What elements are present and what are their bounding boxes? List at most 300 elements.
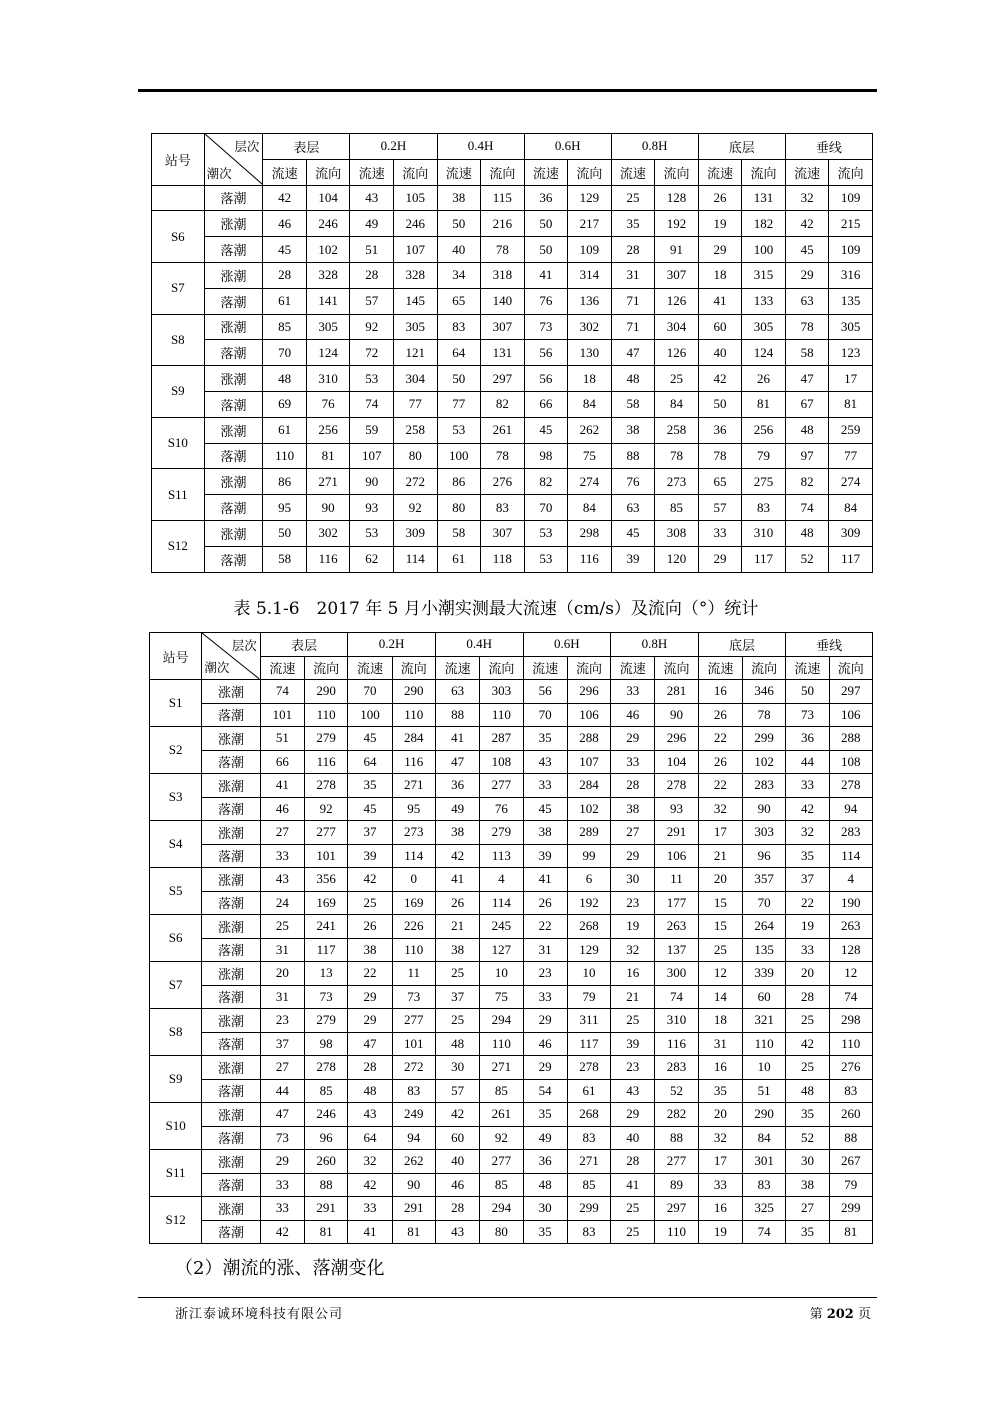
direction-header: 流向 [481, 159, 525, 185]
level-header: 0.8H [611, 134, 698, 160]
speed-cell: 45 [523, 797, 567, 821]
table-caption: 表 5.1-6 2017 年 5 月小潮实测最大流速（cm/s）及流向（°）统计 [233, 599, 759, 619]
direction-cell: 61 [567, 1079, 610, 1103]
direction-cell: 106 [829, 703, 872, 727]
direction-cell: 246 [393, 211, 437, 237]
direction-cell: 301 [743, 1150, 786, 1174]
direction-cell: 107 [393, 237, 437, 263]
direction-cell: 290 [392, 680, 435, 704]
speed-cell: 35 [611, 211, 655, 237]
direction-cell: 310 [655, 1009, 698, 1033]
speed-cell: 78 [698, 443, 742, 469]
speed-cell: 58 [785, 340, 829, 366]
direction-cell: 113 [480, 844, 523, 868]
speed-cell: 39 [348, 844, 392, 868]
station-cell: S7 [150, 962, 202, 1009]
direction-cell: 116 [655, 1032, 698, 1056]
tide-cell: 落潮 [202, 1126, 260, 1150]
direction-cell: 246 [306, 211, 350, 237]
direction-cell: 117 [829, 546, 873, 572]
speed-cell: 43 [350, 185, 394, 211]
station-cell: S5 [150, 868, 202, 915]
station-cell: S7 [152, 262, 205, 314]
speed-cell: 53 [524, 520, 568, 546]
speed-cell: 33 [611, 750, 655, 774]
level-header: 底层 [698, 633, 786, 657]
speed-cell: 41 [523, 868, 567, 892]
speed-cell: 29 [698, 237, 742, 263]
direction-cell: 104 [306, 185, 350, 211]
speed-cell: 46 [263, 211, 307, 237]
speed-cell: 32 [698, 1126, 742, 1150]
speed-cell: 50 [698, 391, 742, 417]
speed-cell: 65 [698, 469, 742, 495]
direction-cell: 259 [829, 417, 873, 443]
direction-cell: 169 [305, 891, 348, 915]
table-row [150, 844, 873, 868]
speed-cell: 49 [523, 1126, 567, 1150]
direction-cell: 108 [480, 750, 523, 774]
speed-cell: 29 [523, 1056, 567, 1080]
table-row [150, 1032, 873, 1056]
speed-cell: 25 [435, 1009, 479, 1033]
tide-cell: 涨潮 [202, 727, 260, 751]
direction-header: 流向 [743, 656, 786, 680]
speed-cell: 45 [524, 417, 568, 443]
speed-cell: 58 [263, 546, 307, 572]
direction-cell: 88 [829, 1126, 872, 1150]
direction-cell: 305 [393, 314, 437, 340]
speed-cell: 41 [611, 1173, 655, 1197]
direction-cell: 297 [481, 366, 525, 392]
direction-cell: 325 [743, 1197, 786, 1221]
footer-rule [138, 1297, 877, 1298]
speed-cell: 28 [611, 237, 655, 263]
level-header: 表层 [263, 134, 350, 160]
direction-cell: 278 [829, 774, 872, 798]
table-row [150, 727, 873, 751]
tide-cell: 涨潮 [202, 680, 260, 704]
speed-cell: 27 [611, 821, 655, 845]
direction-cell: 74 [655, 985, 698, 1009]
station-header: 站号 [152, 134, 205, 186]
tide-cell: 落潮 [204, 391, 263, 417]
direction-cell: 328 [306, 262, 350, 288]
direction-cell: 94 [829, 797, 872, 821]
speed-cell: 31 [260, 938, 304, 962]
station-cell: S3 [150, 774, 202, 821]
speed-header: 流速 [260, 656, 304, 680]
speed-cell: 33 [523, 985, 567, 1009]
direction-cell: 104 [655, 750, 698, 774]
speed-cell: 25 [786, 1009, 829, 1033]
direction-cell: 115 [481, 185, 525, 211]
direction-cell: 102 [306, 237, 350, 263]
direction-cell: 76 [480, 797, 523, 821]
direction-cell: 300 [655, 962, 698, 986]
speed-header: 流速 [698, 159, 742, 185]
speed-cell: 45 [785, 237, 829, 263]
speed-cell: 22 [786, 891, 829, 915]
direction-cell: 303 [480, 680, 523, 704]
speed-cell: 86 [437, 469, 481, 495]
direction-cell: 291 [392, 1197, 435, 1221]
speed-cell: 48 [785, 520, 829, 546]
speed-cell: 43 [435, 1220, 479, 1244]
direction-cell: 271 [567, 1150, 610, 1174]
direction-cell: 314 [568, 262, 612, 288]
speed-cell: 25 [698, 938, 742, 962]
speed-cell: 25 [611, 1197, 655, 1221]
speed-cell: 25 [611, 1009, 655, 1033]
speed-cell: 35 [786, 844, 829, 868]
direction-cell: 110 [655, 1220, 698, 1244]
table-row [152, 366, 873, 392]
direction-cell: 79 [742, 443, 786, 469]
direction-cell: 85 [480, 1173, 523, 1197]
direction-cell: 116 [392, 750, 435, 774]
direction-cell: 315 [742, 262, 786, 288]
speed-cell: 67 [785, 391, 829, 417]
speed-cell: 76 [524, 288, 568, 314]
direction-cell: 74 [829, 985, 872, 1009]
level-header: 0.2H [350, 134, 437, 160]
table-row [152, 546, 873, 572]
tide-cell: 涨潮 [202, 1150, 260, 1174]
direction-cell: 81 [829, 1220, 872, 1244]
direction-cell: 279 [305, 1009, 348, 1033]
direction-cell: 75 [568, 443, 612, 469]
direction-cell: 75 [480, 985, 523, 1009]
diagonal-header [202, 633, 260, 680]
speed-cell: 23 [260, 1009, 304, 1033]
direction-cell: 294 [480, 1197, 523, 1221]
direction-cell: 92 [305, 797, 348, 821]
speed-cell: 36 [786, 727, 829, 751]
speed-cell: 23 [611, 891, 655, 915]
speed-cell: 73 [524, 314, 568, 340]
direction-cell: 304 [655, 314, 699, 340]
direction-cell: 123 [829, 340, 873, 366]
direction-header: 流向 [393, 159, 437, 185]
speed-cell: 23 [523, 962, 567, 986]
direction-cell: 182 [742, 211, 786, 237]
speed-cell: 33 [260, 844, 304, 868]
speed-cell: 80 [437, 495, 481, 521]
speed-cell: 38 [523, 821, 567, 845]
speed-cell: 18 [698, 262, 742, 288]
tide-cell: 落潮 [202, 985, 260, 1009]
direction-cell: 249 [392, 1103, 435, 1127]
direction-cell: 88 [655, 1126, 698, 1150]
speed-cell: 45 [263, 237, 307, 263]
speed-cell: 26 [698, 703, 742, 727]
direction-header: 流向 [655, 159, 699, 185]
speed-cell: 37 [348, 821, 392, 845]
level-label: 层次 [231, 639, 257, 653]
direction-cell: 299 [567, 1197, 610, 1221]
direction-cell: 299 [743, 727, 786, 751]
speed-cell: 59 [350, 417, 394, 443]
speed-cell: 18 [698, 1009, 742, 1033]
speed-cell: 41 [698, 288, 742, 314]
speed-cell: 57 [435, 1079, 479, 1103]
table-row [150, 821, 873, 845]
level-header: 0.6H [523, 633, 611, 657]
direction-cell: 10 [743, 1056, 786, 1080]
tide-cell: 落潮 [202, 703, 260, 727]
table-row [152, 211, 873, 237]
table-row [150, 1197, 873, 1221]
speed-cell: 74 [350, 391, 394, 417]
direction-cell: 217 [568, 211, 612, 237]
speed-cell: 107 [350, 443, 394, 469]
speed-cell: 29 [611, 1103, 655, 1127]
speed-cell: 78 [785, 314, 829, 340]
speed-cell: 86 [263, 469, 307, 495]
direction-cell: 190 [829, 891, 872, 915]
direction-cell: 102 [743, 750, 786, 774]
level-header: 0.4H [435, 633, 523, 657]
speed-cell: 60 [698, 314, 742, 340]
direction-cell: 110 [829, 1032, 872, 1056]
direction-cell: 107 [567, 750, 610, 774]
direction-cell: 135 [743, 938, 786, 962]
speed-header: 流速 [524, 159, 568, 185]
direction-cell: 169 [392, 891, 435, 915]
speed-cell: 92 [350, 314, 394, 340]
table-row [150, 680, 873, 704]
speed-cell: 63 [435, 680, 479, 704]
direction-cell: 110 [480, 1032, 523, 1056]
speed-cell: 29 [348, 985, 392, 1009]
direction-cell: 305 [829, 314, 873, 340]
direction-cell: 145 [393, 288, 437, 314]
direction-cell: 110 [392, 938, 435, 962]
direction-cell: 13 [305, 962, 348, 986]
station-cell: S10 [150, 1103, 202, 1150]
speed-cell: 57 [698, 495, 742, 521]
speed-cell: 82 [785, 469, 829, 495]
table-row [150, 1173, 873, 1197]
tide-cell: 涨潮 [202, 1103, 260, 1127]
direction-header: 流向 [829, 159, 873, 185]
tide-cell: 落潮 [204, 237, 263, 263]
direction-cell: 256 [742, 417, 786, 443]
direction-cell: 284 [392, 727, 435, 751]
speed-cell: 33 [611, 680, 655, 704]
station-cell: S10 [152, 417, 205, 469]
speed-cell: 58 [611, 391, 655, 417]
direction-cell: 99 [567, 844, 610, 868]
speed-cell: 32 [785, 185, 829, 211]
direction-cell: 356 [305, 868, 348, 892]
header-row-levels [152, 134, 873, 160]
speed-cell: 17 [698, 821, 742, 845]
direction-cell: 114 [829, 844, 872, 868]
speed-cell: 51 [260, 727, 304, 751]
speed-cell: 35 [523, 1220, 567, 1244]
direction-cell: 282 [655, 1103, 698, 1127]
direction-cell: 83 [567, 1220, 610, 1244]
direction-cell: 346 [743, 680, 786, 704]
speed-cell: 20 [786, 962, 829, 986]
direction-cell: 93 [655, 797, 698, 821]
speed-cell: 46 [260, 797, 304, 821]
direction-cell: 309 [393, 520, 437, 546]
speed-cell: 88 [611, 443, 655, 469]
direction-cell: 357 [743, 868, 786, 892]
speed-header: 流速 [435, 656, 479, 680]
direction-cell: 88 [305, 1173, 348, 1197]
speed-cell: 33 [348, 1197, 392, 1221]
speed-cell: 50 [524, 211, 568, 237]
table-row [150, 774, 873, 798]
direction-cell: 318 [481, 262, 525, 288]
direction-cell: 283 [829, 821, 872, 845]
direction-cell: 277 [305, 821, 348, 845]
speed-cell: 37 [260, 1032, 304, 1056]
station-cell: S8 [152, 314, 205, 366]
level-header: 0.4H [437, 134, 524, 160]
speed-cell: 36 [524, 185, 568, 211]
direction-cell: 79 [829, 1173, 872, 1197]
direction-cell: 90 [743, 797, 786, 821]
direction-cell: 296 [567, 680, 610, 704]
speed-cell: 29 [260, 1150, 304, 1174]
direction-cell: 124 [742, 340, 786, 366]
speed-cell: 72 [350, 340, 394, 366]
direction-cell: 114 [480, 891, 523, 915]
speed-cell: 82 [524, 469, 568, 495]
tide-cell: 落潮 [202, 1079, 260, 1103]
direction-cell: 308 [655, 520, 699, 546]
speed-cell: 29 [698, 546, 742, 572]
speed-cell: 58 [437, 520, 481, 546]
footer-page-number: 第 202 页 [809, 1307, 871, 1322]
direction-cell: 89 [655, 1173, 698, 1197]
direction-cell: 271 [480, 1056, 523, 1080]
speed-cell: 31 [260, 985, 304, 1009]
speed-cell: 38 [435, 938, 479, 962]
speed-cell: 70 [263, 340, 307, 366]
tide-cell: 落潮 [202, 750, 260, 774]
direction-cell: 120 [655, 546, 699, 572]
direction-cell: 82 [481, 391, 525, 417]
direction-cell: 85 [305, 1079, 348, 1103]
direction-cell: 92 [393, 495, 437, 521]
tide-cell: 涨潮 [204, 314, 263, 340]
direction-cell: 297 [655, 1197, 698, 1221]
footer-company: 浙江泰诚环境科技有限公司 [175, 1307, 344, 1322]
tide-cell: 落潮 [202, 1173, 260, 1197]
speed-cell: 48 [786, 1079, 829, 1103]
level-header: 垂线 [785, 134, 872, 160]
speed-cell: 40 [435, 1150, 479, 1174]
speed-cell: 42 [786, 1032, 829, 1056]
speed-cell: 33 [260, 1197, 304, 1221]
direction-cell: 96 [305, 1126, 348, 1150]
direction-cell: 274 [829, 469, 873, 495]
direction-cell: 73 [305, 985, 348, 1009]
speed-cell: 61 [437, 546, 481, 572]
direction-cell: 129 [568, 185, 612, 211]
direction-cell: 275 [742, 469, 786, 495]
direction-cell: 263 [655, 915, 698, 939]
direction-cell: 81 [829, 391, 873, 417]
direction-cell: 83 [481, 495, 525, 521]
direction-cell: 26 [742, 366, 786, 392]
speed-cell: 98 [524, 443, 568, 469]
direction-cell: 78 [655, 443, 699, 469]
direction-cell: 78 [481, 443, 525, 469]
direction-cell: 136 [568, 288, 612, 314]
speed-cell: 32 [611, 938, 655, 962]
direction-cell: 192 [567, 891, 610, 915]
direction-cell: 81 [305, 1220, 348, 1244]
speed-cell: 26 [348, 915, 392, 939]
speed-cell: 33 [260, 1173, 304, 1197]
tide-cell: 涨潮 [202, 1056, 260, 1080]
speed-cell: 48 [348, 1079, 392, 1103]
speed-cell: 47 [260, 1103, 304, 1127]
direction-cell: 258 [655, 417, 699, 443]
speed-cell: 24 [260, 891, 304, 915]
direction-cell: 126 [655, 340, 699, 366]
speed-cell: 49 [350, 211, 394, 237]
speed-cell: 35 [523, 727, 567, 751]
speed-cell: 42 [785, 211, 829, 237]
direction-cell: 305 [306, 314, 350, 340]
direction-cell: 279 [305, 727, 348, 751]
speed-cell: 38 [611, 797, 655, 821]
direction-cell: 109 [829, 185, 873, 211]
table-row [150, 891, 873, 915]
tide-cell: 落潮 [202, 891, 260, 915]
speed-cell: 43 [523, 750, 567, 774]
speed-cell: 40 [611, 1126, 655, 1150]
speed-cell: 51 [350, 237, 394, 263]
direction-cell: 116 [568, 546, 612, 572]
direction-cell: 110 [392, 703, 435, 727]
speed-cell: 101 [260, 703, 304, 727]
direction-cell: 84 [829, 495, 873, 521]
tide-cell: 落潮 [202, 1032, 260, 1056]
direction-cell: 290 [743, 1103, 786, 1127]
speed-cell: 20 [260, 962, 304, 986]
speed-cell: 50 [437, 366, 481, 392]
direction-cell: 294 [480, 1009, 523, 1033]
speed-cell: 42 [260, 1220, 304, 1244]
direction-cell: 264 [743, 915, 786, 939]
speed-cell: 69 [263, 391, 307, 417]
direction-cell: 268 [567, 1103, 610, 1127]
speed-cell: 20 [698, 1103, 742, 1127]
speed-cell: 61 [263, 288, 307, 314]
direction-cell: 95 [392, 797, 435, 821]
station-header: 站号 [150, 633, 202, 680]
direction-cell: 4 [829, 868, 872, 892]
speed-cell: 66 [524, 391, 568, 417]
direction-cell: 297 [829, 680, 872, 704]
speed-cell: 35 [786, 1220, 829, 1244]
speed-cell: 54 [523, 1079, 567, 1103]
speed-cell: 19 [698, 1220, 742, 1244]
direction-cell: 307 [481, 520, 525, 546]
direction-cell: 288 [567, 727, 610, 751]
level-label: 层次 [234, 140, 260, 154]
tide-cell: 落潮 [204, 340, 263, 366]
